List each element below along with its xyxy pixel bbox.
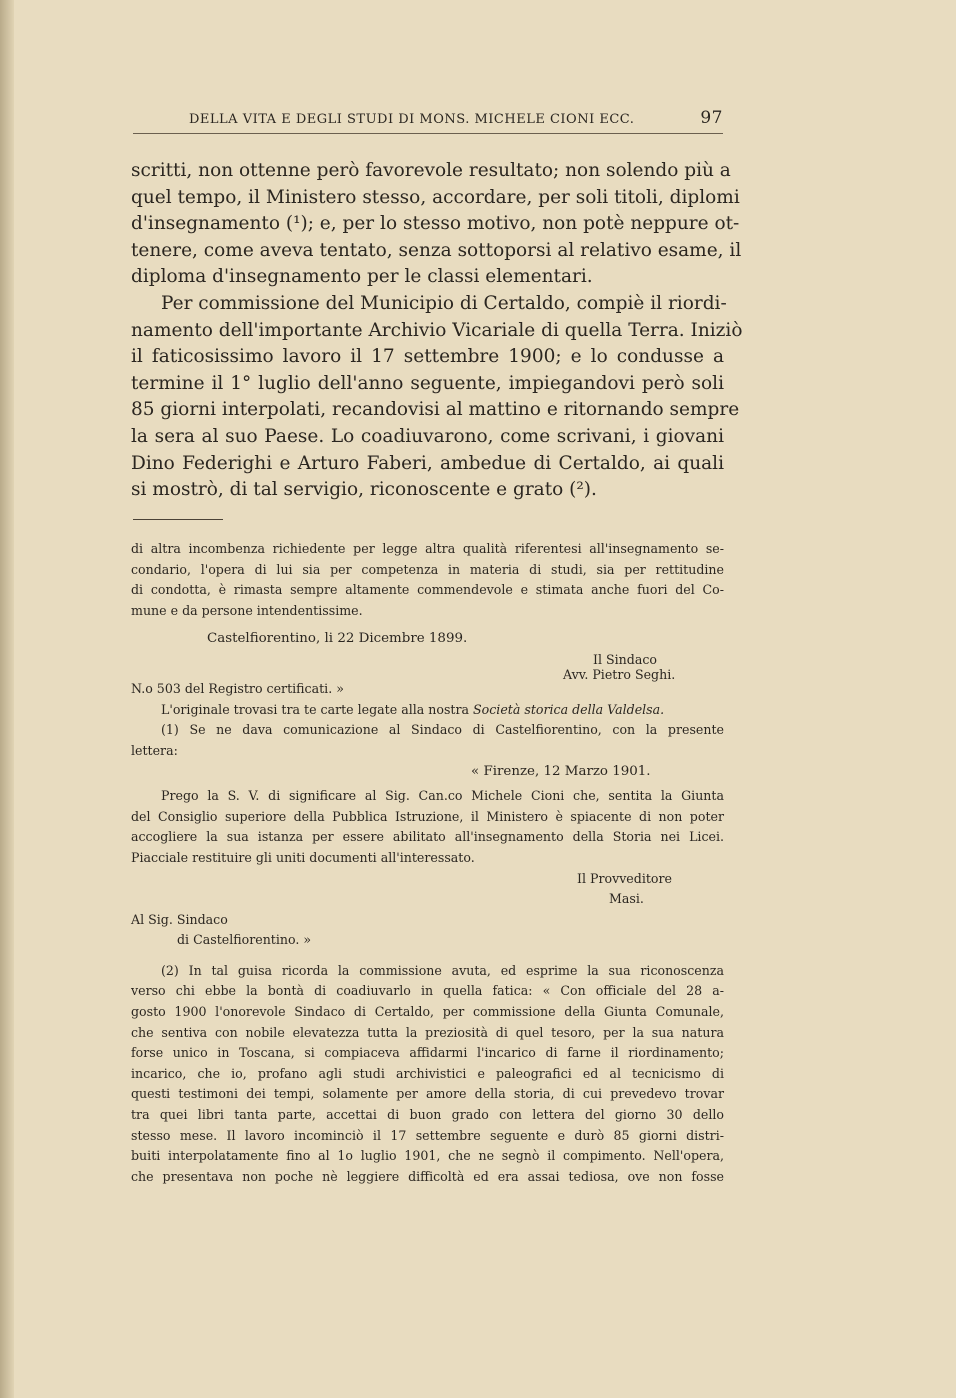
note-line: mune e da persone intendentissime.	[131, 602, 363, 618]
original-prefix: L'originale trovasi tra te carte legate alla nostra	[161, 701, 470, 717]
note-2-line: tra quei libri tanta parte, accettai di buon grado con lettera del giorno 30 dello	[131, 1107, 724, 1123]
signature-name: Masi.	[609, 891, 644, 907]
note-2-line: che sentiva con nobile elevatezza tutta la preziosità di quel tesoro, per la sua natura	[131, 1024, 724, 1040]
body-line: quel tempo, il Ministero stesso, accordare, per soli titoli, diplomi	[131, 186, 740, 208]
note-2-line: incarico, che io, profano agli studi archivistici e paleografici ed al tecnicismo di	[131, 1065, 724, 1081]
note-1-line: (1) Se ne dava comunicazione al Sindaco di Castelfiorentino, con la presente	[161, 722, 724, 738]
note-2-line: forse unico in Toscana, si compiaceva affidarmi l'incarico di farne il riordinamento;	[131, 1045, 724, 1061]
body-line: si mostrò, di tal servigio, riconoscente e grato (²).	[131, 479, 597, 501]
signature-name: Avv. Pietro Seghi.	[563, 666, 676, 682]
note-2-line: stesso mese. Il lavoro incominciò il 17 settembre seguente e durò 85 giorni distri-	[131, 1127, 724, 1143]
body-line: d'insegnamento (¹); e, per lo stesso motivo, non potè neppure ot-	[131, 213, 740, 235]
page-number: 97	[700, 108, 723, 128]
running-title: DELLA VITA E DEGLI STUDI DI MONS. MICHELE CIONI ECC.	[189, 112, 635, 127]
body-line: diploma d'insegnamento per le classi elementari.	[131, 266, 593, 288]
letter-line: Prego la S. V. di significare al Sig. Can.co Michele Cioni che, sentita la Giunta	[161, 788, 724, 804]
note-2-line: buiti interpolatamente fino al 1o luglio 1901, che ne segnò il compimento. Nell'opera,	[131, 1148, 724, 1164]
body-line: 85 giorni interpolati, recandovisi al mattino e ritornando sempre	[131, 399, 740, 421]
body-line: Per commissione del Municipio di Certaldo, compiè il riordi-	[161, 292, 727, 314]
signature-title: Il Sindaco	[593, 651, 657, 667]
addressee: di Castelfiorentino. »	[177, 932, 312, 948]
letter-line: Piacciale restituire gli uniti documenti all'interessato.	[131, 849, 475, 865]
note-2-line: questi testimoni dei tempi, solamente per amore della storia, di cui prevedevo trovar	[131, 1086, 724, 1102]
signature-title: Il Provveditore	[577, 870, 672, 886]
place-date: Castelfiorentino, li 22 Dicembre 1899.	[207, 631, 468, 647]
note-2-line: che presentava non poche nè leggiere difficoltà ed era assai tediosa, ove non fosse	[131, 1168, 724, 1184]
addressee: Al Sig. Sindaco	[131, 911, 228, 927]
note-1-line: lettera:	[131, 742, 178, 758]
note-line: condario, l'opera di lui sia per competenza in materia di studi, sia per rettitudine	[131, 561, 724, 577]
note-2-line: verso chi ebbe la bontà di coadiuvarlo in quella fatica: « Con officiale del 28 a-	[131, 983, 724, 999]
note-2-line: gosto 1900 l'onorevole Sindaco di Certaldo, per commissione della Giunta Comunale,	[131, 1004, 724, 1020]
letter-line: accogliere la sua istanza per essere abilitato all'insegnamento della Storia nei Licei.	[131, 829, 724, 845]
note-line: di altra incombenza richiedente per legge altra qualità riferentesi all'insegnamento se-	[131, 541, 724, 556]
body-line: termine il 1° luglio dell'anno seguente, impiegandovi però soli	[131, 372, 724, 394]
header-rule	[133, 133, 723, 134]
society-name: Società storica della Valdelsa.	[473, 701, 665, 717]
note-line: di condotta, è rimasta sempre altamente commendevole e stimata anche fuori del Co-	[131, 582, 724, 598]
registry-line: N.o 503 del Registro certificati. »	[131, 681, 344, 697]
body-line: la sera al suo Paese. Lo coadiuvarono, come scrivani, i giovani	[131, 425, 724, 447]
body-line: tenere, come aveva tentato, senza sottoporsi al relativo esame, il	[131, 239, 742, 261]
note-2-line: (2) In tal guisa ricorda la commissione avuta, ed esprime la sua riconoscenza	[161, 962, 724, 978]
original-note	[131, 700, 724, 721]
place-date: « Firenze, 12 Marzo 1901.	[471, 763, 651, 779]
body-line: il faticosissimo lavoro il 17 settembre 1900; e lo condusse a	[131, 346, 724, 368]
footnotes	[131, 539, 724, 1187]
body-line: scritti, non ottenne però favorevole resultato; non solendo più a	[131, 160, 731, 181]
footnote-rule	[133, 519, 223, 520]
running-header	[133, 108, 723, 130]
body-line: namento dell'importante Archivio Vicariale di quella Terra. Iniziò	[131, 319, 743, 341]
letter-line: del Consiglio superiore della Pubblica Istruzione, il Ministero è spiacente di non poter	[131, 808, 724, 824]
page-edge	[0, 0, 14, 1398]
main-text	[131, 158, 743, 504]
body-line: Dino Federighi e Arturo Faberi, ambedue di Certaldo, ai quali	[131, 452, 724, 474]
